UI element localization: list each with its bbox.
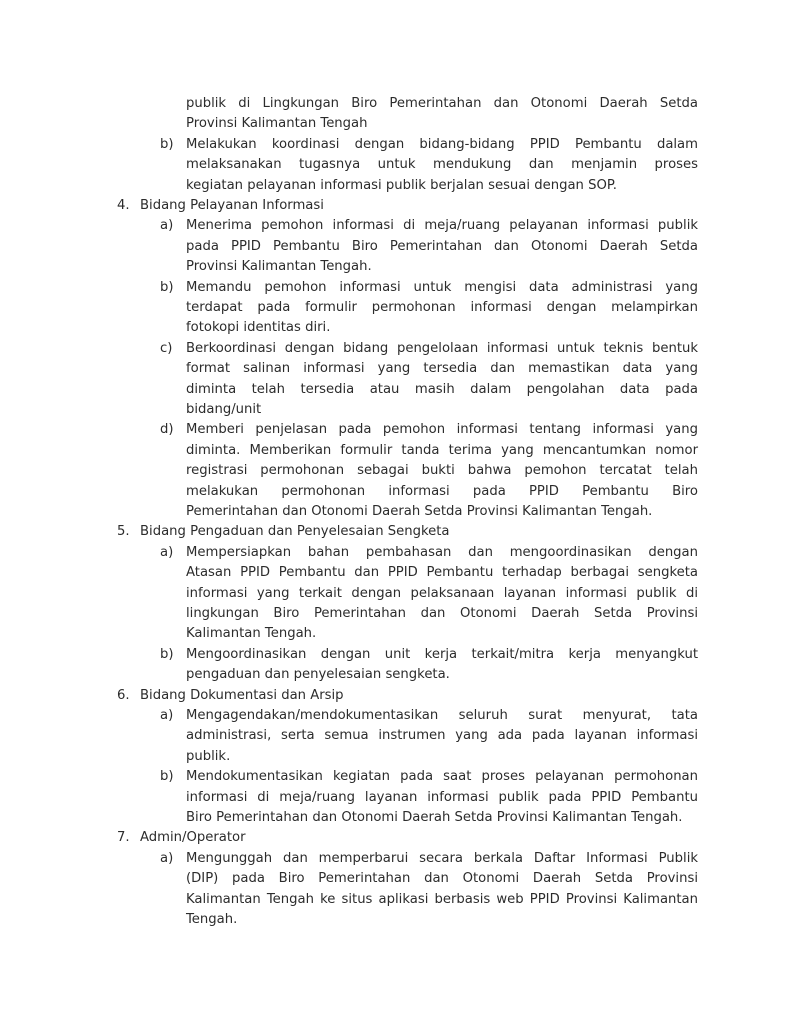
text-line: Mengunggah dan memperbarui secara berkala Daftar Informasi Publik — [186, 850, 698, 866]
list-letter: b) — [160, 136, 174, 152]
list-number: 5. — [117, 524, 130, 540]
text-line: Provinsi Kalimantan Tengah. — [186, 259, 372, 275]
text-line: lingkungan Biro Pemerintahan dan Otonomi Daerah Setda Provinsi — [186, 606, 698, 621]
text-line: Kalimantan Tengah. — [186, 626, 317, 642]
text-line: Berkoordinasi dengan bidang pengelolaan informasi untuk teknis bentuk — [186, 340, 698, 356]
text-line: Provinsi Kalimantan Tengah — [186, 116, 368, 132]
text-line: informasi di meja/ruang layanan informasi publik pada PPID Pembantu — [186, 789, 698, 805]
text-line: publik. — [186, 748, 231, 764]
text-line: Atasan PPID Pembantu dan PPID Pembantu terhadap berbagai sengketa — [186, 565, 698, 581]
text-line: Tengah. — [186, 912, 238, 927]
list-number: 4. — [117, 198, 130, 213]
list-letter: b) — [160, 646, 174, 662]
list-number: 7. — [117, 830, 130, 846]
section-heading: Bidang Pelayanan Informasi — [140, 198, 324, 213]
text-line: pengaduan dan penyelesaian sengketa. — [186, 667, 450, 683]
text-line: registrasi permohonan sebagai bukti bahwa pemohon tercatat telah — [186, 463, 698, 479]
text-line: informasi yang terkait dengan pelaksanaan layanan informasi publik di — [186, 585, 698, 601]
section-heading: Bidang Dokumentasi dan Arsip — [140, 687, 344, 703]
text-line: format salinan informasi yang tersedia dan memastikan data yang — [186, 361, 698, 377]
list-letter: c) — [160, 340, 173, 356]
text-line: Menerima pemohon informasi di meja/ruang pelayanan informasi publik — [186, 218, 698, 234]
text-line: Mengoordinasikan dengan unit kerja terkait/mitra kerja menyangkut — [186, 646, 698, 662]
list-letter: b) — [160, 279, 174, 295]
text-line: Mempersiapkan bahan pembahasan dan mengoordinasikan dengan — [186, 544, 698, 560]
text-line: Pemerintahan dan Otonomi Daerah Setda Provinsi Kalimantan Tengah. — [186, 504, 653, 519]
list-letter: d) — [160, 422, 174, 438]
text-line: Mendokumentasikan kegiatan pada saat proses pelayanan permohonan — [186, 769, 698, 785]
section-heading: Bidang Pengaduan dan Penyelesaian Sengketa — [140, 524, 450, 540]
list-letter: a) — [160, 850, 174, 866]
list-letter: a) — [160, 218, 174, 234]
text-line: administrasi, serta semua instrumen yang ada pada layanan informasi — [186, 728, 698, 744]
text-line: (DIP) pada Biro Pemerintahan dan Otonomi Daerah Setda Provinsi — [186, 871, 698, 887]
text-line: terdapat pada formulir permohonan informasi dengan melampirkan — [186, 300, 698, 315]
list-letter: a) — [160, 708, 174, 723]
text-line: fotokopi identitas diri. — [186, 320, 331, 336]
text-line: Memberi penjelasan pada pemohon informasi tentang informasi yang — [186, 422, 698, 438]
text-line: Memandu pemohon informasi untuk mengisi data administrasi yang — [186, 279, 698, 295]
list-letter: b) — [160, 769, 174, 785]
text-line: Melakukan koordinasi dengan bidang-bidang PPID Pembantu dalam — [186, 136, 698, 152]
text-line: kegiatan pelayanan informasi publik berjalan sesuai dengan SOP. — [186, 177, 617, 193]
text-line: pada PPID Pembantu Biro Pemerintahan dan Otonomi Daerah Setda — [186, 238, 698, 254]
text-line: Kalimantan Tengah ke situs aplikasi berbasis web PPID Provinsi Kalimantan — [186, 891, 698, 907]
text-line: Mengagendakan/mendokumentasikan seluruh surat menyurat, tata — [186, 708, 698, 723]
text-line: bidang/unit — [186, 402, 262, 417]
text-line: diminta telah tersedia atau masih dalam pengolahan data pada — [186, 381, 698, 397]
text-line: Biro Pemerintahan dan Otonomi Daerah Setda Provinsi Kalimantan Tengah. — [186, 810, 683, 825]
text-line: diminta. Memberikan formulir tanda terima yang mencantumkan nomor — [186, 442, 698, 458]
text-line: melakukan permohonan informasi pada PPID Pembantu Biro — [186, 483, 698, 499]
text-line: publik di Lingkungan Biro Pemerintahan dan Otonomi Daerah Setda — [186, 96, 698, 111]
text-line: melaksanakan tugasnya untuk mendukung dan menjamin proses — [186, 157, 698, 173]
section-heading: Admin/Operator — [140, 830, 246, 846]
list-number: 6. — [117, 687, 130, 703]
list-letter: a) — [160, 544, 174, 560]
